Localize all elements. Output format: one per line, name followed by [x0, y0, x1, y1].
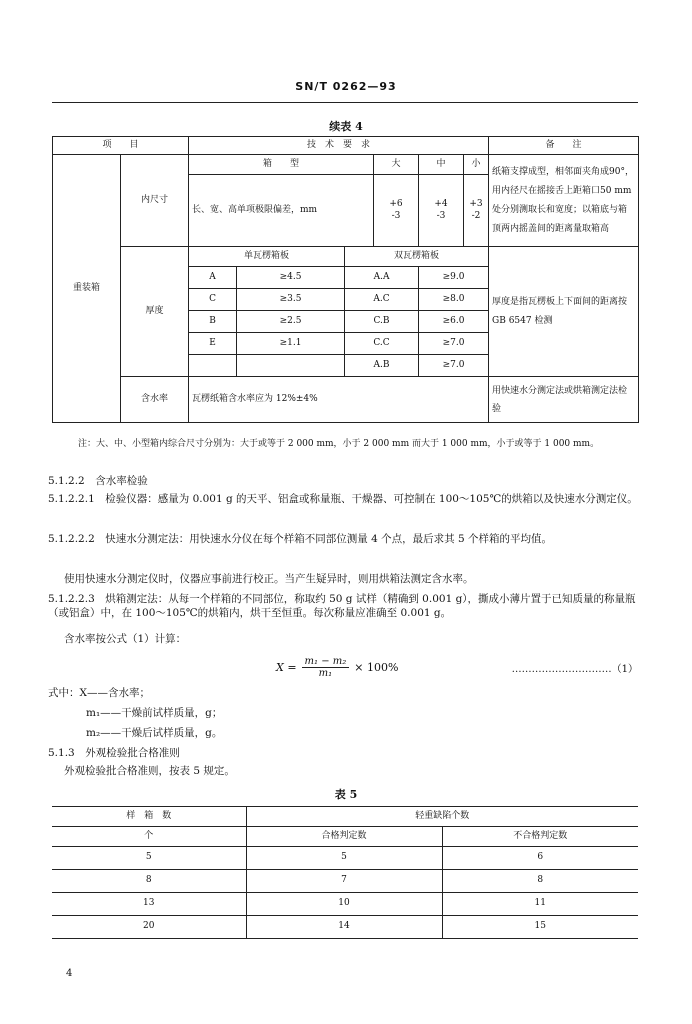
double-grade: A.B [345, 355, 419, 377]
moisture-requirement: 瓦楞纸箱含水率应为 12%±4% [189, 377, 489, 423]
box-type-header: 箱 型 [189, 155, 374, 175]
double-value: ≥7.0 [419, 355, 489, 377]
single-value: ≥2.5 [237, 311, 345, 333]
formula-denominator: m₁ [318, 667, 333, 679]
inner-size-remark: 纸箱支撑成型，相邻面夹角成90°，用内径尺在摇接舌上距箱口50 mm处分别测取长和宽度；以箱底与箱顶两内摇盖间的距离量取箱高 [489, 155, 639, 247]
inner-size-label: 内尺寸 [121, 155, 189, 247]
sample-count: 5 [52, 847, 246, 870]
header-rule [52, 102, 638, 103]
single-value: ≥4.5 [237, 267, 345, 289]
size-big-header: 大 [374, 155, 419, 175]
single-grade [189, 355, 237, 377]
tolerance-small: +3 -2 [464, 175, 489, 247]
sample-count: 8 [52, 870, 246, 893]
double-value: ≥6.0 [419, 311, 489, 333]
double-wall-header: 双瓦楞箱板 [345, 247, 489, 267]
double-value: ≥7.0 [419, 333, 489, 355]
moisture-remark: 用快速水分测定法或烘箱测定法检验 [489, 377, 639, 423]
formula-fraction [302, 656, 350, 679]
pass-header: 合格判定数 [246, 827, 442, 847]
fail-number: 11 [442, 893, 638, 916]
sample-count-header: 样 箱 数 [52, 807, 246, 827]
moisture-formula [276, 650, 398, 684]
fail-number: 8 [442, 870, 638, 893]
table4-head-item: 项 目 [53, 137, 189, 155]
fail-number: 15 [442, 916, 638, 939]
formula-number: …………………………（1） [511, 664, 638, 675]
formula-m2: m₂——干燥后试样质量，g。 [86, 727, 223, 739]
section-5-1-3-text: 外观检验批合格准则，按表 5 规定。 [64, 765, 235, 777]
single-grade: B [189, 311, 237, 333]
section-5-1-2-2-2: 5.1.2.2.2 快速水分测定法：用快速水分仪在每个样箱不同部位测量 4 个点，最后求其 5 个样箱的平均值。 [48, 533, 552, 545]
moisture-label: 含水率 [121, 377, 189, 423]
defect-count-header: 轻重缺陷个数 [246, 807, 638, 827]
table4-head-remark: 备 注 [489, 137, 639, 155]
thickness-remark: 厚度是指瓦楞板上下面间的距离按 GB 6547 检测 [489, 247, 639, 377]
thickness-label: 厚度 [121, 247, 189, 377]
section-5-1-2-2-2-note: 使用快速水分测定仪时，仪器应事前进行校正。当产生疑异时，则用烘箱法测定含水率。 [64, 573, 474, 585]
table4-caption: 续表 4 [329, 120, 363, 133]
tolerance-mid: +4 -3 [419, 175, 464, 247]
formula-lhs: X = [276, 660, 297, 674]
single-grade: A [189, 267, 237, 289]
document-code: SN/T 0262—93 [295, 80, 397, 93]
table4-note: 注：大、中、小型箱内综合尺寸分别为：大于或等于 2 000 mm，小于 2 000 mm 而大于 1 000 mm，小于或等于 1 000 mm。 [78, 439, 600, 449]
formula-where: 式中：X——含水率； [48, 687, 150, 699]
pass-number: 7 [246, 870, 442, 893]
single-value [237, 355, 345, 377]
double-grade: C.C [345, 333, 419, 355]
double-value: ≥9.0 [419, 267, 489, 289]
double-value: ≥8.0 [419, 289, 489, 311]
single-value: ≥3.5 [237, 289, 345, 311]
fail-header: 不合格判定数 [442, 827, 638, 847]
double-grade: A.A [345, 267, 419, 289]
size-mid-header: 中 [419, 155, 464, 175]
size-small-header: 小 [464, 155, 489, 175]
table4 [52, 136, 639, 423]
fail-number: 6 [442, 847, 638, 870]
table5 [52, 806, 638, 939]
single-wall-header: 单瓦楞箱板 [189, 247, 345, 267]
page-number: 4 [66, 968, 73, 979]
group-label: 重装箱 [53, 155, 121, 423]
single-grade: E [189, 333, 237, 355]
sample-unit: 个 [52, 827, 246, 847]
formula-numerator: m₁ − m₂ [302, 656, 350, 668]
formula-intro: 含水率按公式（1）计算： [64, 633, 187, 645]
formula-tail: × 100% [354, 660, 399, 674]
formula-m1: m₁——干燥前试样质量，g； [86, 707, 223, 719]
single-value: ≥1.1 [237, 333, 345, 355]
section-5-1-2-2: 5.1.2.2 含水率检验 [48, 475, 148, 487]
double-grade: C.B [345, 311, 419, 333]
sample-count: 20 [52, 916, 246, 939]
tolerance-big: +6 -3 [374, 175, 419, 247]
pass-number: 14 [246, 916, 442, 939]
section-5-1-3: 5.1.3 外观检验批合格准则 [48, 747, 180, 759]
single-grade: C [189, 289, 237, 311]
double-grade: A.C [345, 289, 419, 311]
section-5-1-2-2-3: 5.1.2.2.3 烘箱测定法：从每一个样箱的不同部位，称取约 50 g 试样（精确到 0.001 g），撕成小薄片置于已知质量的称量瓶（或铝盒）中，在 100～105℃的烘箱内，烘干至恒重。每次称量应准确至 0.001 g。 [48, 593, 636, 619]
sample-count: 13 [52, 893, 246, 916]
pass-number: 5 [246, 847, 442, 870]
inner-size-desc: 长、宽、高单项极限偏差，mm [189, 175, 374, 247]
table5-caption: 表 5 [334, 788, 358, 801]
pass-number: 10 [246, 893, 442, 916]
table4-head-tech: 技 术 要 求 [189, 137, 489, 155]
section-5-1-2-2-1: 5.1.2.2.1 检验仪器：感量为 0.001 g 的天平、铝盒或称量瓶、干燥器、可控制在 100～105℃的烘箱以及快速水分测定仪。 [48, 493, 638, 505]
